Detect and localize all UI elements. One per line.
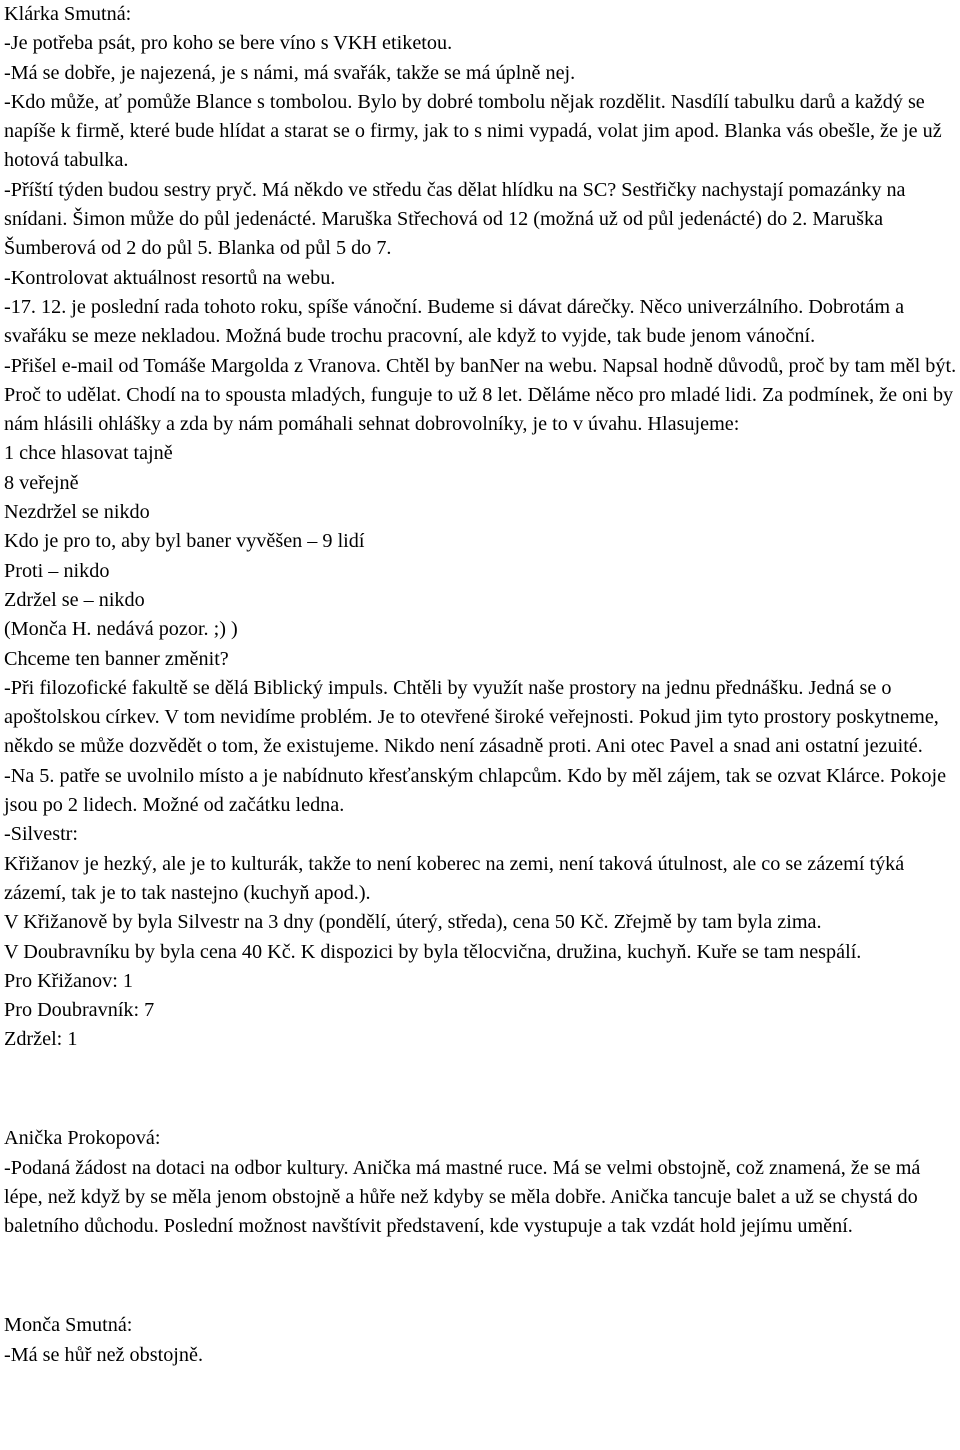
paragraph: -17. 12. je poslední rada tohoto roku, spíše vánoční. Budeme si dávat dárečky. Něco univerzálního. Dobrotám a svařáku se meze nekladou. Možná bude trochu pracovní, ale když to vyjde, tak bude jenom vánoční.	[4, 295, 905, 348]
paragraph: Monča Smutná:	[4, 1314, 133, 1337]
paragraph: Anička Prokopová:	[4, 1127, 161, 1150]
paragraph: V Doubravníku by byla cena 40 Kč. K dispozici by byla tělocvična, družina, kuchyň. Kuře se tam nespálí.	[4, 940, 862, 963]
paragraph: -Silvestr:	[4, 823, 79, 846]
paragraph: -Na 5. patře se uvolnilo místo a je nabídnuto křesťanským chlapcům. Kdo by měl zájem, tak se ozvat Klárce. Pokoje jsou po 2 lidech. Možné od začátku ledna.	[4, 764, 947, 817]
paragraph: Zdržel: 1	[4, 1028, 78, 1051]
blank-line	[4, 1262, 958, 1291]
paragraph: -Kontrolovat aktuálnost resortů na webu.	[4, 266, 336, 289]
paragraph: -Má se hůř než obstojně.	[4, 1343, 204, 1366]
paragraph: Křižanov je hezký, ale je to kulturák, takže to není koberec na zemi, není taková útulnost, ale co se zázemí týká zázemí, tak je to tak nastejno (kuchyň apod.).	[4, 852, 905, 904]
paragraph: -Má se dobře, je najezená, je s námi, má svařák, takže se má úplně nej.	[4, 61, 576, 84]
paragraph: -Příští týden budou sestry pryč. Má někdo ve středu čas dělat hlídku na SC? Sestřičky nachystají pomazánky na snídani. Šimon může do půl jedenácté. Maruška Střechová od 12 (možná už od půl jedenácté) do 2. Maruška Šumberová od 2 do půl 5. Blanka od půl 5 do 7.	[4, 178, 906, 260]
paragraph: Nezdržel se nikdo	[4, 501, 150, 524]
paragraph: 1 chce hlasovat tajně	[4, 442, 173, 465]
paragraph: -Při filozofické fakultě se dělá Biblický impuls. Chtěli by využít naše prostory na jednu přednášku. Jedná se o apoštolskou církev. V tom nevidíme problém. Je to otevřené široké veřejnosti. Pokud jim tyto prostory poskytneme, někdo se může dozvědět o tom, že existujeme. Nikdo není zásadně proti. Ani otec Pavel a snad ani ostatní jezuité.	[4, 676, 939, 758]
paragraph: V Křižanově by byla Silvestr na 3 dny (pondělí, úterý, středa), cena 50 Kč. Zřejmě by tam byla zima.	[4, 911, 822, 934]
paragraph: Kdo je pro to, aby byl baner vyvěšen – 9 lidí	[4, 530, 365, 553]
paragraph: (Monča H. nedává pozor. ;) )	[4, 618, 238, 641]
document-body	[4, 0, 958, 1370]
paragraph: -Přišel e-mail od Tomáše Margolda z Vranova. Chtěl by banNer na webu. Napsal hodně důvodů, proč by tam měl být. Proč to udělat. Chodí na to spousta mladých, funguje to už 8 let. Děláme něco pro mladé lidi. Za podmínek, že oni by nám hlásili ohlášky a zda by nám pomáhali sehnat dobrovolníky, je to v úvahu. Hlasujeme:	[4, 354, 957, 436]
blank-line	[4, 1075, 958, 1104]
paragraph: Klárka Smutná:	[4, 3, 132, 25]
paragraph: Zdržel se – nikdo	[4, 588, 145, 611]
paragraph: Pro Doubravník: 7	[4, 999, 155, 1022]
paragraph: -Podaná žádost na dotaci na odbor kultury. Anička má mastné ruce. Má se velmi obstojně, což znamená, že se má lépe, než když by se měla jenom obstojně a hůře než kdyby se měla dobře. Anička tancuje balet a už se chystá do baletního důchodu. Poslední možnost navštívit představení, kde vystupuje a tak vzdát hold jejímu umění.	[4, 1156, 921, 1238]
paragraph: -Kdo může, ať pomůže Blance s tombolou. Bylo by dobré tombolu nějak rozdělit. Nasdílí tabulku darů a každý se napíše k firmě, které bude hlídat a starat se o firmy, jak to s nimi vypadá, volat jim apod. Blanka vás obešle, že je už hotová tabulka.	[4, 90, 942, 172]
paragraph: Chceme ten banner změnit?	[4, 647, 229, 670]
paragraph: Proti – nikdo	[4, 559, 110, 582]
paragraph: -Je potřeba psát, pro koho se bere víno s VKH etiketou.	[4, 32, 453, 55]
paragraph: 8 veřejně	[4, 471, 79, 494]
paragraph: Pro Křižanov: 1	[4, 969, 133, 992]
